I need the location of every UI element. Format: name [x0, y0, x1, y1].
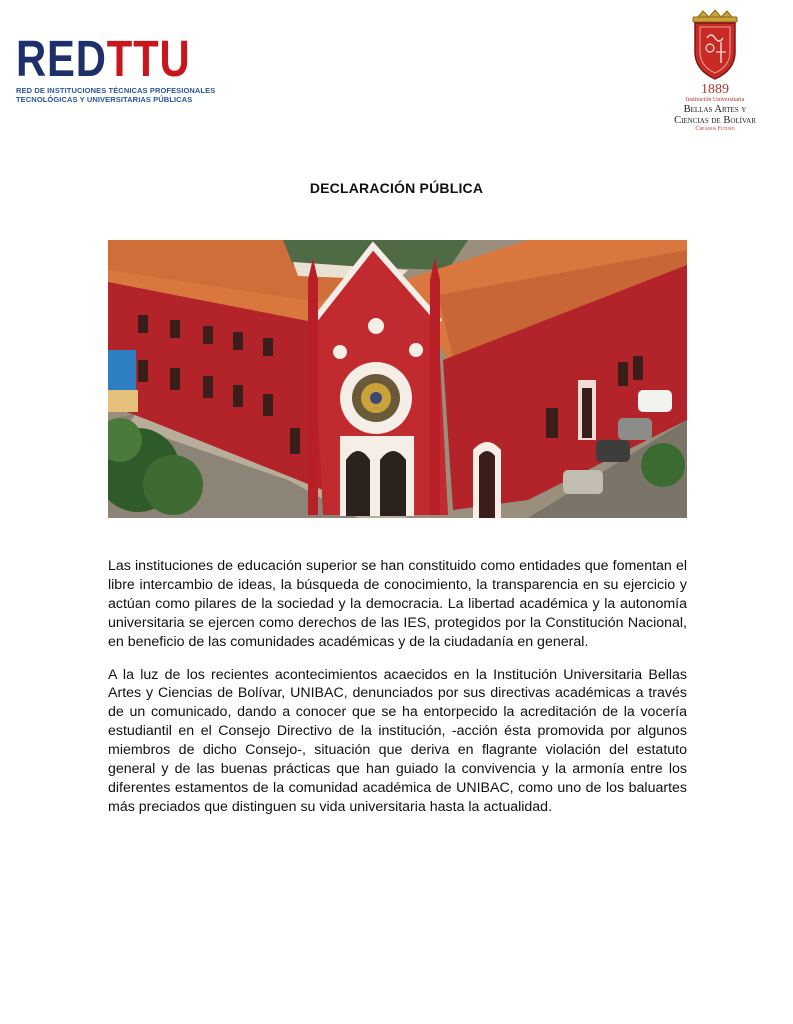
document-title: DECLARACIÓN PÚBLICA [309, 180, 484, 196]
document-body [108, 557, 687, 831]
redttu-wordmark-red: RED [16, 30, 107, 87]
redttu-subtitle-line2: TECNOLÓGICAS Y UNIVERSITARIAS PÚBLICAS [16, 95, 193, 104]
unibac-year: 1889 [701, 82, 729, 97]
redttu-logo [16, 30, 216, 104]
paragraph-1: Las instituciones de educación superior se han constituido como entidades que fomentan el libre intercambio de ideas, la búsqueda de conocimiento, la transparencia en su ejercicio y actúan como pilares de la sociedad y la democracia. La libertad académica y la autonomía universitaria se ejercen como derechos de las IES, protegidos por la Constitución Nacional, en beneficio de las comunidades académicas y de la ciudadanía en general. [108, 558, 687, 650]
paragraph-2: A la luz de los recientes acontecimientos acaecidos en la Institución Universitaria Bellas Artes y Ciencias de Bolívar, UNIBAC, denunciados por sus directivas académicas a través de un comunicado, dando a conocer que se ha entorpecido la acreditación de la vocería estudiantil en el Consejo Directivo de la institución, -acción ésta promovida por algunos miembros de dicho Consejo-, situación que deriva en flagrante violación del estatuto general y de las buenas prácticas que han guiado la convivencia y la armonía entre los diferentes estamentos de la comunidad académica de UNIBAC, como uno de los baluartes más preciados que distinguen su vida universitaria hasta la actualidad. [108, 666, 687, 815]
unibac-name-line1: Bellas Artes y [683, 104, 747, 115]
redttu-wordmark [16, 30, 191, 87]
unibac-shield-icon [683, 8, 747, 82]
redttu-wordmark-ttu: TTU [106, 30, 191, 87]
unibac-name-line2: Ciencias de Bolívar [674, 115, 756, 126]
unibac-tagline: Creamos Futuro [695, 126, 735, 132]
unibac-institution-label: Institución Universitaria [685, 97, 745, 103]
unibac-logo [660, 8, 770, 133]
redttu-subtitle-line1: RED DE INSTITUCIONES TÉCNICAS PROFESIONALES [16, 86, 216, 95]
building-photo [108, 240, 687, 518]
building-illustration [108, 240, 687, 518]
